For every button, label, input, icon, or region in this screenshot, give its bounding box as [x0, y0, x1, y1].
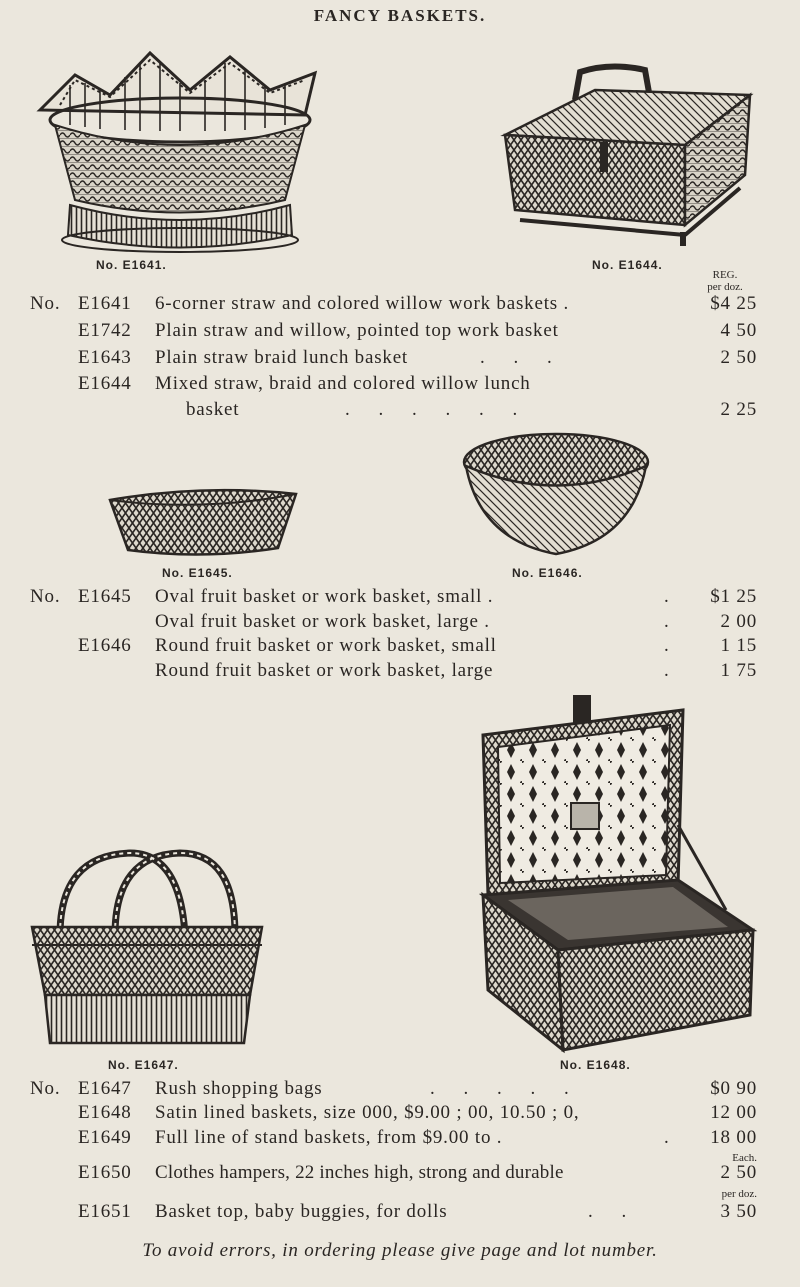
item-number: E1646 — [78, 635, 132, 656]
item-price: $1 25 — [710, 586, 757, 607]
leader-dots: . — [664, 1127, 681, 1148]
item-number: E1647 — [78, 1078, 132, 1099]
item-description: Clothes hampers, 22 inches high, strong and durable — [155, 1162, 564, 1183]
list-item — [0, 1201, 800, 1225]
basket-e1645-illustration — [108, 488, 298, 560]
item-number: E1648 — [78, 1102, 132, 1123]
list-item — [0, 1078, 800, 1102]
caption-e1644: No. E1644. — [592, 258, 663, 272]
caption-e1646: No. E1646. — [512, 566, 583, 580]
no-label: No. — [30, 1078, 61, 1099]
leader-dots: . . . . . . — [345, 399, 530, 420]
list-item — [0, 1127, 800, 1151]
basket-e1641-illustration — [30, 35, 330, 255]
item-number: E1649 — [78, 1127, 132, 1148]
item-description: Basket top, baby buggies, for dolls — [155, 1201, 448, 1222]
per-doz-label: per doz. — [721, 1188, 757, 1200]
item-description: Oval fruit basket or work basket, large . — [155, 611, 490, 632]
list-item — [0, 586, 800, 610]
leader-dots: . . . — [480, 347, 564, 368]
item-description: Plain straw braid lunch basket — [155, 347, 409, 368]
caption-e1641: No. E1641. — [96, 258, 167, 272]
leader-dots: . — [664, 611, 681, 632]
item-number: E1645 — [78, 586, 132, 607]
item-description: Rush shopping bags — [155, 1078, 323, 1099]
item-description: Plain straw and willow, pointed top work basket — [155, 320, 559, 341]
item-number: E1651 — [78, 1201, 132, 1222]
item-price: 3 50 — [720, 1201, 757, 1222]
list-item — [0, 1102, 800, 1126]
caption-e1647: No. E1647. — [108, 1058, 179, 1072]
no-label: No. — [30, 586, 61, 607]
item-number: E1742 — [78, 320, 132, 341]
item-description: Oval fruit basket or work basket, small . — [155, 586, 494, 607]
item-description: 6-corner straw and colored willow work baskets . — [155, 293, 570, 314]
caption-e1645: No. E1645. — [162, 566, 233, 580]
item-description-cont: basket — [186, 399, 240, 420]
item-price: $4 25 — [710, 293, 757, 314]
item-description: Full line of stand baskets, from $9.00 to . — [155, 1127, 503, 1148]
each-label: Each. — [732, 1152, 757, 1164]
basket-e1647-illustration — [30, 845, 265, 1050]
item-description: Round fruit basket or work basket, large — [155, 660, 494, 681]
list-item — [0, 635, 800, 659]
leader-dots: . — [664, 660, 681, 681]
item-price: 12 00 — [710, 1102, 757, 1123]
basket-e1646-illustration — [460, 430, 652, 560]
list-item — [0, 1162, 800, 1186]
item-number: E1643 — [78, 347, 132, 368]
item-price: 2 25 — [720, 399, 757, 420]
footer-note: To avoid errors, in ordering please give page and lot number. — [142, 1240, 658, 1261]
list-item — [0, 347, 800, 371]
list-item — [0, 373, 800, 397]
leader-dots: . . — [588, 1201, 639, 1222]
item-price: 2 00 — [720, 611, 757, 632]
list-item — [0, 660, 800, 684]
column-header — [690, 269, 760, 293]
item-price: $0 90 — [710, 1078, 757, 1099]
caption-e1648: No. E1648. — [560, 1058, 631, 1072]
item-number: E1644 — [78, 373, 132, 394]
item-number: E1650 — [78, 1162, 132, 1183]
no-label: No. — [30, 293, 61, 314]
item-price: 1 75 — [720, 660, 757, 681]
list-item — [0, 320, 800, 344]
item-price: 2 50 — [720, 347, 757, 368]
item-price: 1 15 — [720, 635, 757, 656]
list-item-continuation — [0, 399, 800, 423]
item-description: Round fruit basket or work basket, small — [155, 635, 497, 656]
leader-dots: . . . . . — [430, 1078, 581, 1099]
basket-e1644-illustration — [500, 60, 760, 255]
item-description: Satin lined baskets, size 000, $9.00 ; 00, 10.50 ; 0, — [155, 1102, 580, 1123]
leader-dots: . — [664, 635, 681, 656]
leader-dots: . — [664, 586, 681, 607]
list-item — [0, 293, 800, 317]
item-price: 4 50 — [720, 320, 757, 341]
page-title: FANCY BASKETS. — [313, 6, 487, 25]
item-price: 2 50 — [720, 1162, 757, 1183]
item-price: 18 00 — [710, 1127, 757, 1148]
list-item — [0, 611, 800, 635]
column-header-per-doz: per doz. — [707, 281, 743, 293]
column-header-reg: REG. — [712, 269, 738, 281]
item-description: Mixed straw, braid and colored willow lunch — [155, 373, 531, 394]
item-number: E1641 — [78, 293, 132, 314]
basket-e1648-illustration — [478, 695, 758, 1055]
